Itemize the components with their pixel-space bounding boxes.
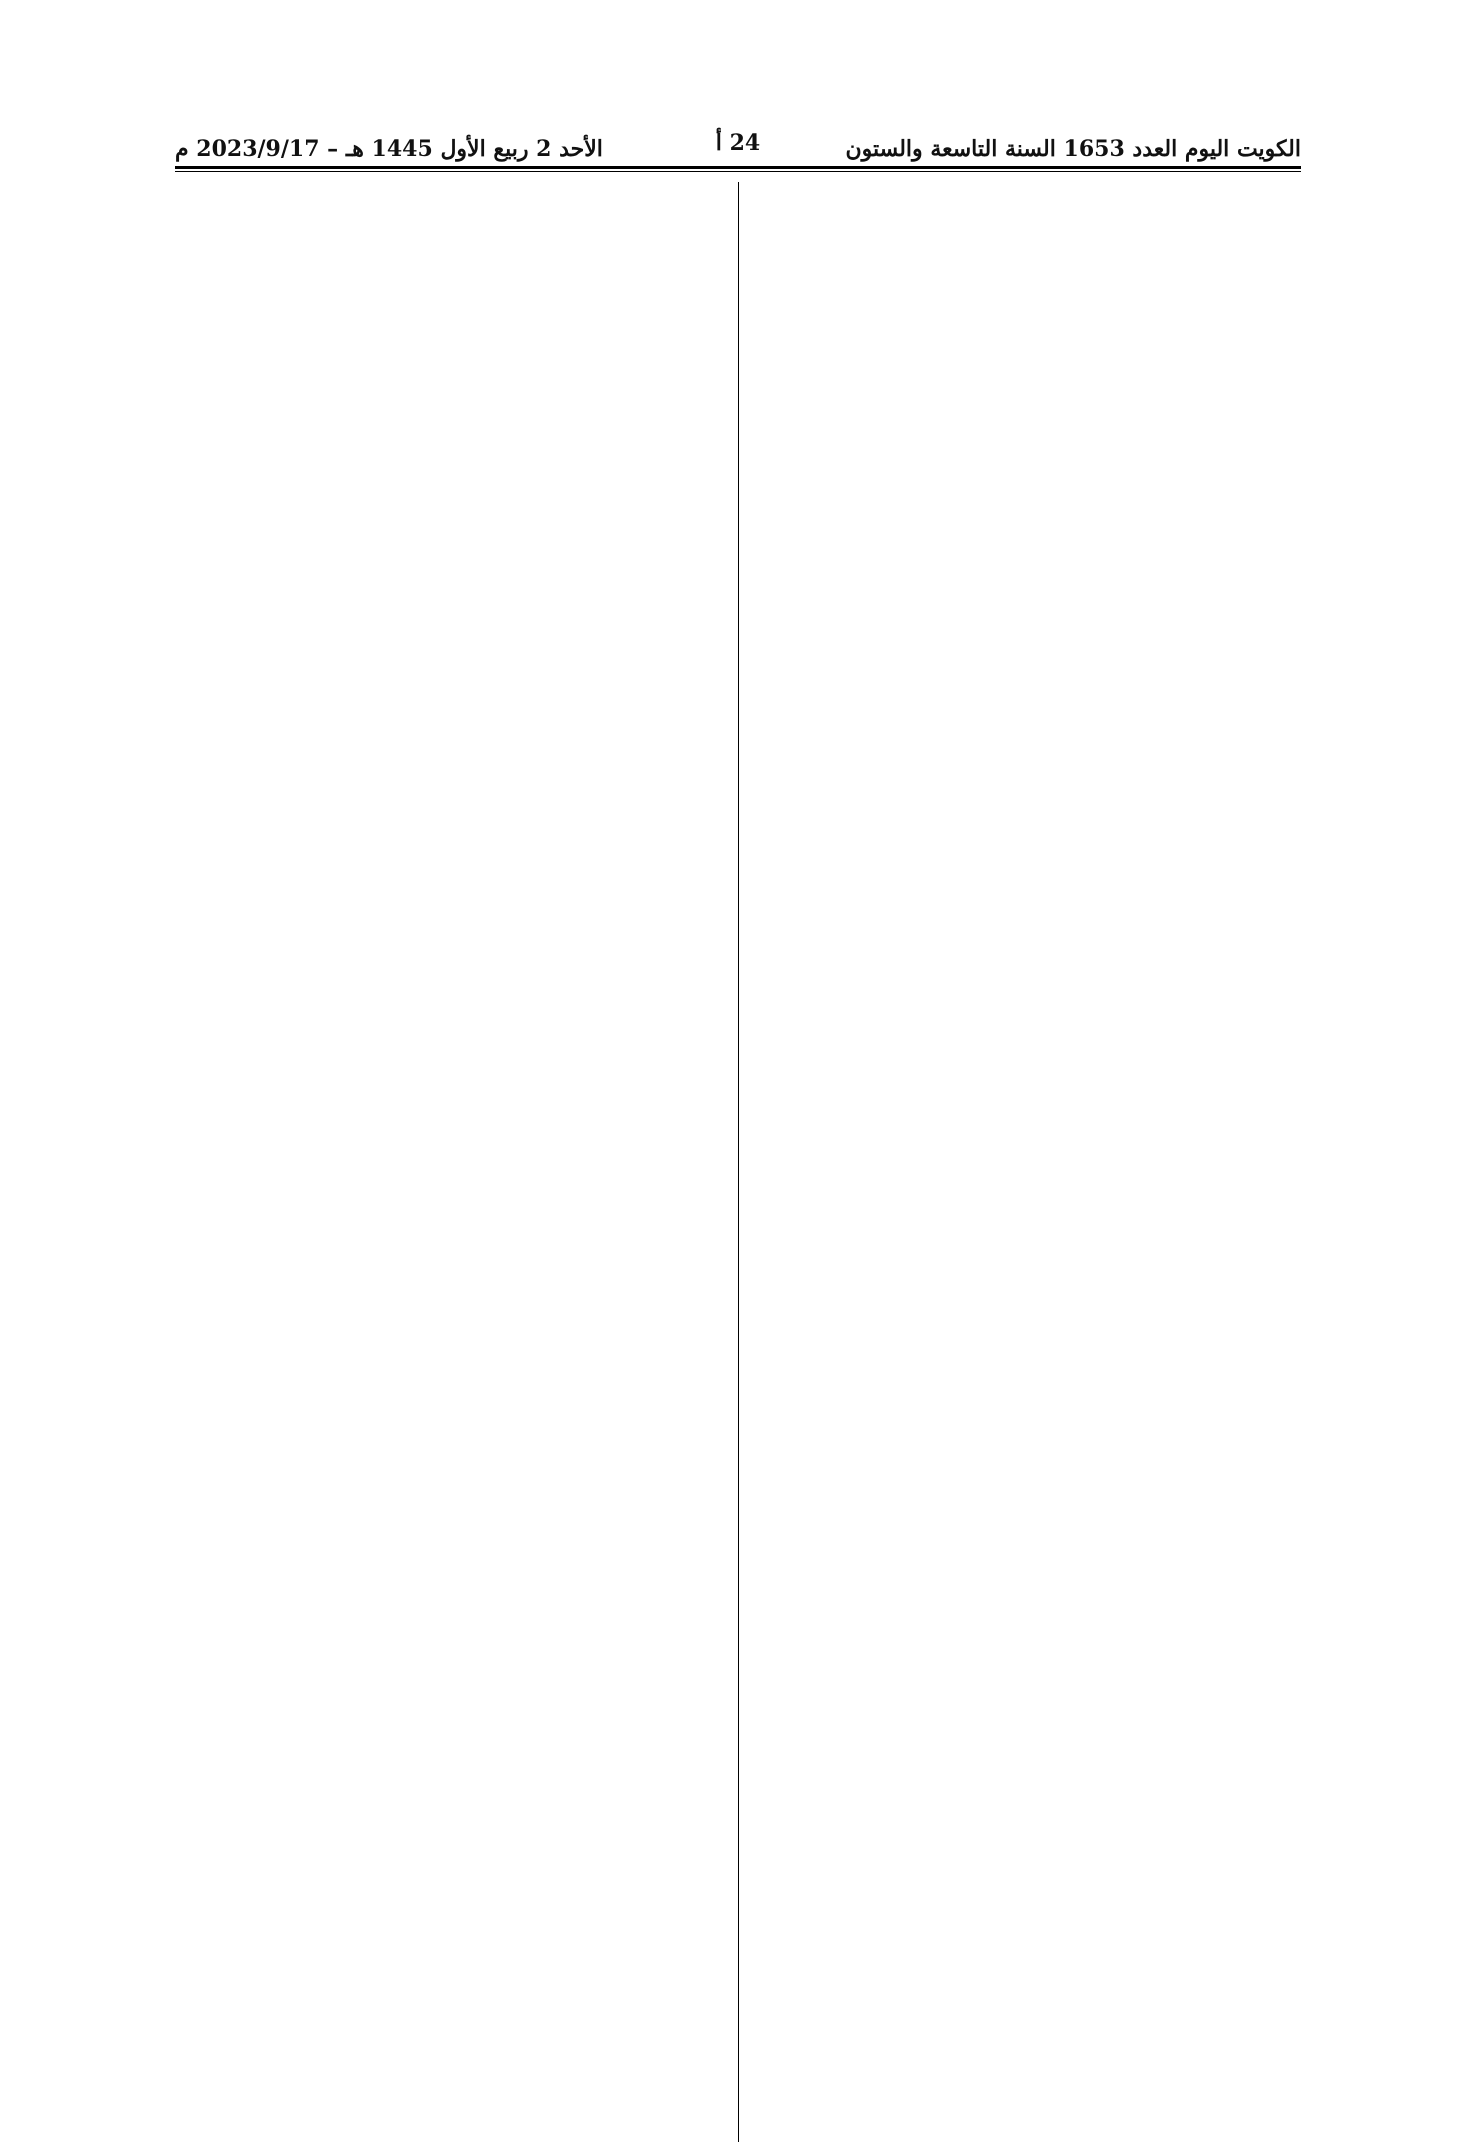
column-divider <box>738 182 739 2142</box>
page-header <box>175 118 1301 162</box>
header-rule-thin <box>175 171 1301 172</box>
header-date: الأحد 2 ربيع الأول 1445 هـ – 2023/9/17 م <box>175 136 603 162</box>
left-column <box>175 182 738 1977</box>
header-issue: الكويت اليوم العدد 1653 السنة التاسعة والستون <box>845 136 1301 162</box>
right-column <box>739 182 1302 1977</box>
body-columns <box>175 182 1301 1977</box>
header-page-number: 24 أ <box>715 130 761 156</box>
header-rule <box>175 166 1301 169</box>
